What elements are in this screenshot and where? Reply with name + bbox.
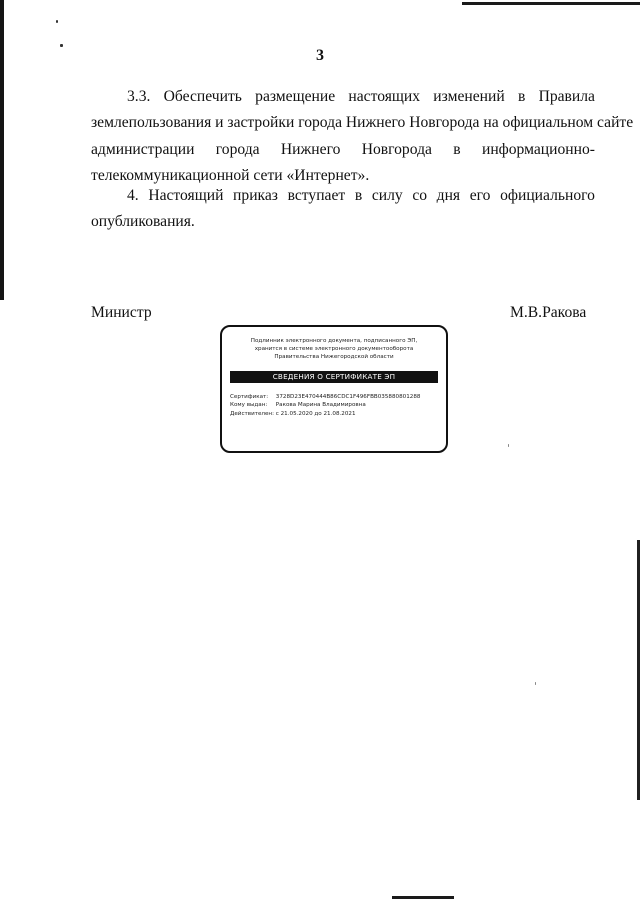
word: Настоящий [148, 187, 224, 204]
word: Новгорода [361, 140, 432, 158]
paragraph-line: опубликования. [91, 213, 195, 231]
stamp-note [222, 337, 446, 361]
stamp-certificate-label: Сертификат: [230, 394, 269, 400]
word: настоящих [348, 88, 421, 105]
word: информационно- [481, 140, 595, 158]
word: Нижнего [280, 140, 341, 158]
stamp-validity-row [230, 410, 420, 418]
stamp-note-line: хранится в системе электронного документооборота [254, 346, 414, 352]
paragraph-line [91, 183, 595, 209]
scan-speck [535, 682, 536, 685]
word: Обеспечить [163, 88, 242, 105]
scan-speck [508, 444, 509, 447]
stamp-validity-value: с 21.05.2020 до 21.08.2021 [275, 410, 356, 417]
stamp-validity-label: Действителен: [230, 410, 274, 417]
stamp-note-line: Подлинник электронного документа, подписанного ЭП, [250, 338, 418, 344]
paragraph-line: телекоммуникационной сети «Интернет». [91, 167, 370, 185]
word: города [215, 140, 260, 158]
paragraph-line [91, 137, 595, 163]
scan-speck [56, 20, 58, 23]
stamp-header: СВЕДЕНИЯ О СЕРТИФИКАТЕ ЭП [230, 371, 438, 383]
word: со [412, 187, 428, 204]
e-signature-stamp [220, 325, 448, 453]
paragraph-4 [91, 183, 595, 236]
word: размещение [255, 88, 336, 105]
word: официального [500, 187, 595, 204]
paragraph-line: землепользования и застройки города Нижнего Новгорода на официальном сайте [91, 114, 634, 132]
scan-edge-top [462, 2, 640, 5]
scan-edge-bottom [392, 896, 454, 899]
word: силу [371, 187, 403, 204]
word: приказ [233, 187, 278, 204]
word: 3.3. [127, 88, 151, 105]
stamp-issued-to-row [230, 401, 420, 409]
stamp-issued-to-value: Ракова Марина Владимировна [275, 402, 366, 409]
word: вступает [287, 187, 346, 204]
stamp-issued-to-label: Кому выдан: [230, 402, 268, 409]
paragraph-line [91, 84, 595, 110]
stamp-certificate-value: 3728D23E470444B86CDC1F496FBB035880801288 [275, 394, 421, 400]
signatory-name: М.В.Ракова [510, 304, 587, 321]
word: в [354, 187, 363, 204]
paragraph-3-3 [91, 84, 634, 190]
scan-edge-left [0, 0, 4, 300]
word: администрации [91, 140, 195, 158]
word: Правила [538, 88, 595, 105]
stamp-certificate-row [230, 393, 420, 401]
word: дня [436, 187, 461, 204]
stamp-note-line: Правительства Нижегородской области [274, 354, 394, 360]
word: изменений [433, 88, 505, 105]
word: 4. [127, 187, 139, 204]
stamp-details [230, 393, 420, 418]
signatory-position: Министр [91, 304, 152, 321]
word: в [517, 88, 526, 105]
word: его [469, 187, 491, 204]
word: в [453, 140, 461, 158]
page-number: 3 [316, 47, 324, 64]
